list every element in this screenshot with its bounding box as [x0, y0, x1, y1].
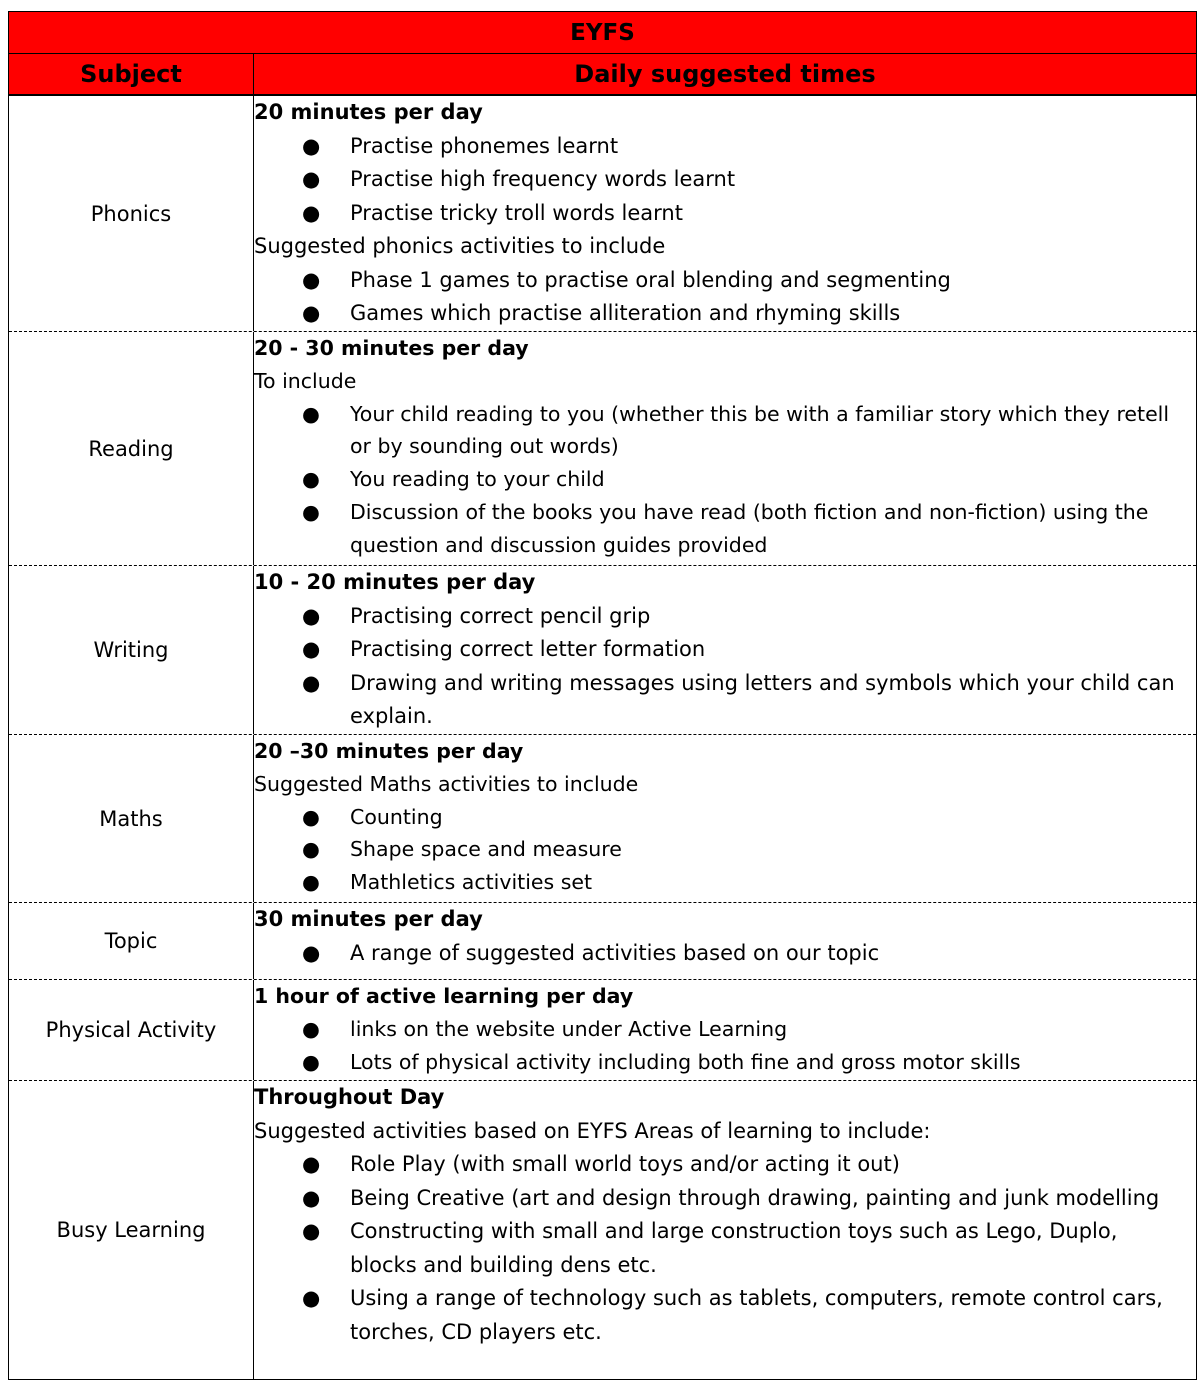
time-heading: 30 minutes per day	[254, 907, 483, 931]
bullet-icon: ●	[302, 603, 321, 628]
bullet-list	[254, 600, 1196, 734]
bullet-icon: ●	[302, 133, 321, 158]
bullet-icon: ●	[302, 837, 320, 862]
time-heading: 10 - 20 minutes per day	[254, 570, 536, 594]
row-topic	[9, 903, 1196, 980]
list-item: ● You reading to your child	[254, 463, 1196, 496]
time-heading: 1 hour of active learning per day	[254, 984, 634, 1008]
content-cell	[254, 96, 1196, 331]
content-cell	[254, 1081, 1196, 1349]
content-cell	[254, 566, 1196, 734]
subject-cell: Writing	[9, 566, 254, 734]
row-phonics	[9, 96, 1196, 332]
bullet-list	[254, 1148, 1196, 1349]
content-cell	[254, 980, 1196, 1078]
list-item: ● Practising correct pencil grip	[254, 600, 1196, 634]
list-item: ● Games which practise alliteration and rhyming skills	[254, 297, 1196, 331]
list-item: ● links on the website under Active Learning	[254, 1013, 1196, 1046]
subject-cell: Topic	[9, 903, 254, 979]
time-heading: 20 –30 minutes per day	[254, 739, 524, 763]
bullet-icon: ●	[302, 670, 321, 695]
bullet-list	[254, 801, 1196, 899]
bullet-list	[254, 1013, 1196, 1079]
bullet-icon: ●	[302, 804, 320, 829]
list-item: ● Practise phonemes learnt	[254, 130, 1196, 164]
bullet-icon: ●	[302, 267, 321, 292]
subject-header: Subject	[9, 54, 254, 96]
list-item: ● Role Play (with small world toys and/or acting it out)	[254, 1148, 1196, 1182]
list-item: ● Shape space and measure	[254, 833, 1196, 866]
bullet-icon: ●	[302, 1016, 320, 1041]
activity-note: Suggested phonics activities to include	[254, 234, 666, 258]
bullet-list	[254, 264, 1196, 331]
bullet-icon: ●	[302, 637, 321, 661]
list-item: ● Practise high frequency words learnt	[254, 163, 1196, 197]
times-header: Daily suggested times	[254, 54, 1196, 96]
bullet-icon: ●	[302, 301, 321, 325]
list-item: ● Discussion of the books you have read (both fiction and non-fiction) using the question and discussion guides provided	[254, 496, 1196, 562]
time-heading: Throughout Day	[254, 1085, 445, 1109]
subject-cell: Physical Activity	[9, 980, 254, 1080]
list-item: ● Phase 1 games to practise oral blending and segmenting	[254, 264, 1196, 298]
list-item: ● Practising correct letter formation	[254, 633, 1196, 667]
list-item: ● Lots of physical activity including both fine and gross motor skills	[254, 1046, 1196, 1079]
bullet-list	[254, 398, 1196, 562]
list-item: ● Constructing with small and large construction toys such as Lego, Duplo, blocks and building dens etc.	[254, 1215, 1196, 1282]
bullet-icon: ●	[302, 499, 320, 524]
row-writing	[9, 566, 1196, 735]
bullet-icon: ●	[302, 1219, 321, 1243]
row-reading	[9, 332, 1196, 566]
bullet-icon: ●	[302, 940, 321, 965]
activity-note: Suggested activities based on EYFS Areas of learning to include:	[254, 1118, 931, 1143]
row-physical-activity	[9, 980, 1196, 1081]
list-item: ● Practise tricky troll words learnt	[254, 197, 1196, 231]
bullet-icon: ●	[302, 1286, 321, 1310]
list-item: ● Drawing and writing messages using letters and symbols which your child can explain.	[254, 667, 1196, 734]
list-item: ● Being Creative (art and design through drawing, painting and junk modelling	[254, 1182, 1196, 1216]
row-maths	[9, 735, 1196, 903]
bullet-icon: ●	[302, 870, 320, 895]
bullet-icon: ●	[302, 467, 320, 492]
list-item: ● A range of suggested activities based on our topic	[254, 937, 1196, 971]
activity-note: To include	[254, 368, 357, 393]
time-heading: 20 minutes per day	[254, 100, 483, 124]
eyfs-table	[8, 11, 1197, 1380]
bullet-icon: ●	[302, 1049, 320, 1074]
subject-cell: Maths	[9, 735, 254, 902]
content-cell	[254, 903, 1196, 970]
content-cell	[254, 332, 1196, 562]
row-busy-learning	[9, 1081, 1196, 1379]
content-cell	[254, 735, 1196, 899]
subject-cell: Busy Learning	[9, 1081, 254, 1379]
bullet-icon: ●	[302, 1152, 321, 1176]
bullet-icon: ●	[302, 1185, 321, 1210]
bullet-list	[254, 130, 1196, 231]
list-item: ● Your child reading to you (whether this be with a familiar story which they retell or by sounding out words)	[254, 398, 1196, 464]
list-item: ● Counting	[254, 801, 1196, 834]
subject-cell: Phonics	[9, 96, 254, 331]
subject-cell: Reading	[9, 332, 254, 565]
bullet-list	[254, 937, 1196, 971]
bullet-icon: ●	[302, 401, 320, 426]
bullet-icon: ●	[302, 167, 321, 191]
activity-note: Suggested Maths activities to include	[254, 771, 639, 796]
list-item: ● Mathletics activities set	[254, 866, 1196, 899]
time-heading: 20 - 30 minutes per day	[254, 336, 529, 360]
list-item: ● Using a range of technology such as tablets, computers, remote control cars, torches, CD players etc.	[254, 1282, 1196, 1349]
bullet-icon: ●	[302, 200, 321, 225]
table-title: EYFS	[9, 12, 1196, 54]
